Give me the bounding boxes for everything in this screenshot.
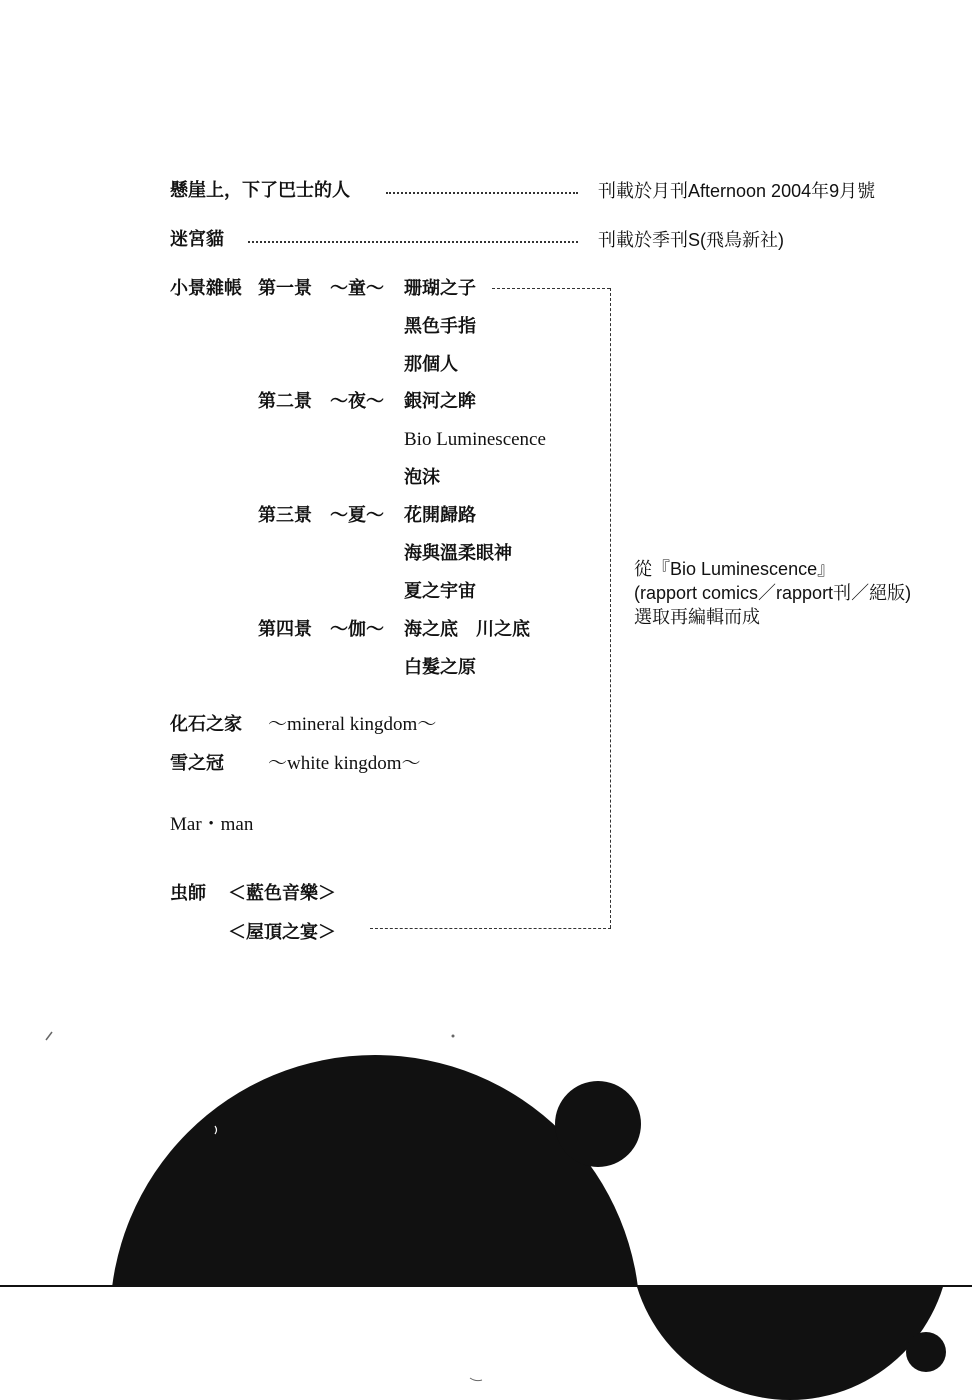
story-title: 花開歸路 (404, 505, 476, 526)
lower-half-circle (630, 1080, 950, 1400)
scene-label-1: 第一景 ～童～ (258, 278, 384, 299)
scene-label-4: 第四景 ～伽～ (258, 619, 384, 640)
story-title: 銀河之眸 (404, 391, 476, 412)
corner-small-circle (906, 1332, 946, 1372)
entry-source-cliff-bus: 刊載於月刊Afternoon 2004年9月號 (598, 181, 876, 201)
story-title: 海與溫柔眼神 (404, 543, 512, 564)
speck (452, 1035, 455, 1038)
speck (470, 1378, 482, 1381)
story-title: 黑色手指 (404, 316, 476, 337)
kingdom-subtitle-mineral: ～mineral kingdom～ (268, 714, 437, 735)
series-title: 小景雜帳 (170, 278, 242, 299)
mushishi-title: 虫師 (170, 883, 206, 904)
story-title: 那個人 (404, 354, 458, 375)
scene-label-2: 第二景 ～夜～ (258, 391, 384, 412)
kingdom-title-snow-crown: 雪之冠 (170, 753, 224, 774)
entry-title-cliff-bus: 懸崖上，下了巴士的人 (170, 180, 350, 201)
source-note-line: 選取再編輯而成 (634, 607, 760, 627)
small-circle (555, 1081, 641, 1167)
story-title: Bio Luminescence (404, 429, 546, 450)
marman-title: Mar・man (170, 814, 254, 835)
speck (46, 1032, 52, 1040)
story-title: 海之底 川之底 (404, 619, 530, 640)
entry-title-labyrinth-cat: 迷宮貓 (170, 229, 224, 250)
mushishi-episode-rooftop-feast: ＜屋頂之宴＞ (228, 922, 336, 943)
story-title: 珊瑚之子 (404, 278, 476, 299)
mushishi-episode-blue-music: ＜藍色音樂＞ (228, 883, 336, 904)
kingdom-title-fossil-house: 化石之家 (170, 714, 242, 735)
story-title: 夏之宇宙 (404, 581, 476, 602)
scene-label-3: 第三景 ～夏～ (258, 505, 384, 526)
story-title: 泡沫 (404, 467, 440, 488)
entry-source-labyrinth-cat: 刊載於季刊S(飛鳥新社) (598, 230, 784, 250)
source-note-line: (rapport comics／rapport刊／絕版) (634, 583, 912, 603)
source-note-line: 從『Bio Luminescence』 (634, 559, 836, 579)
story-title: 白髮之原 (404, 657, 476, 678)
kingdom-subtitle-white: ～white kingdom～ (268, 753, 421, 774)
